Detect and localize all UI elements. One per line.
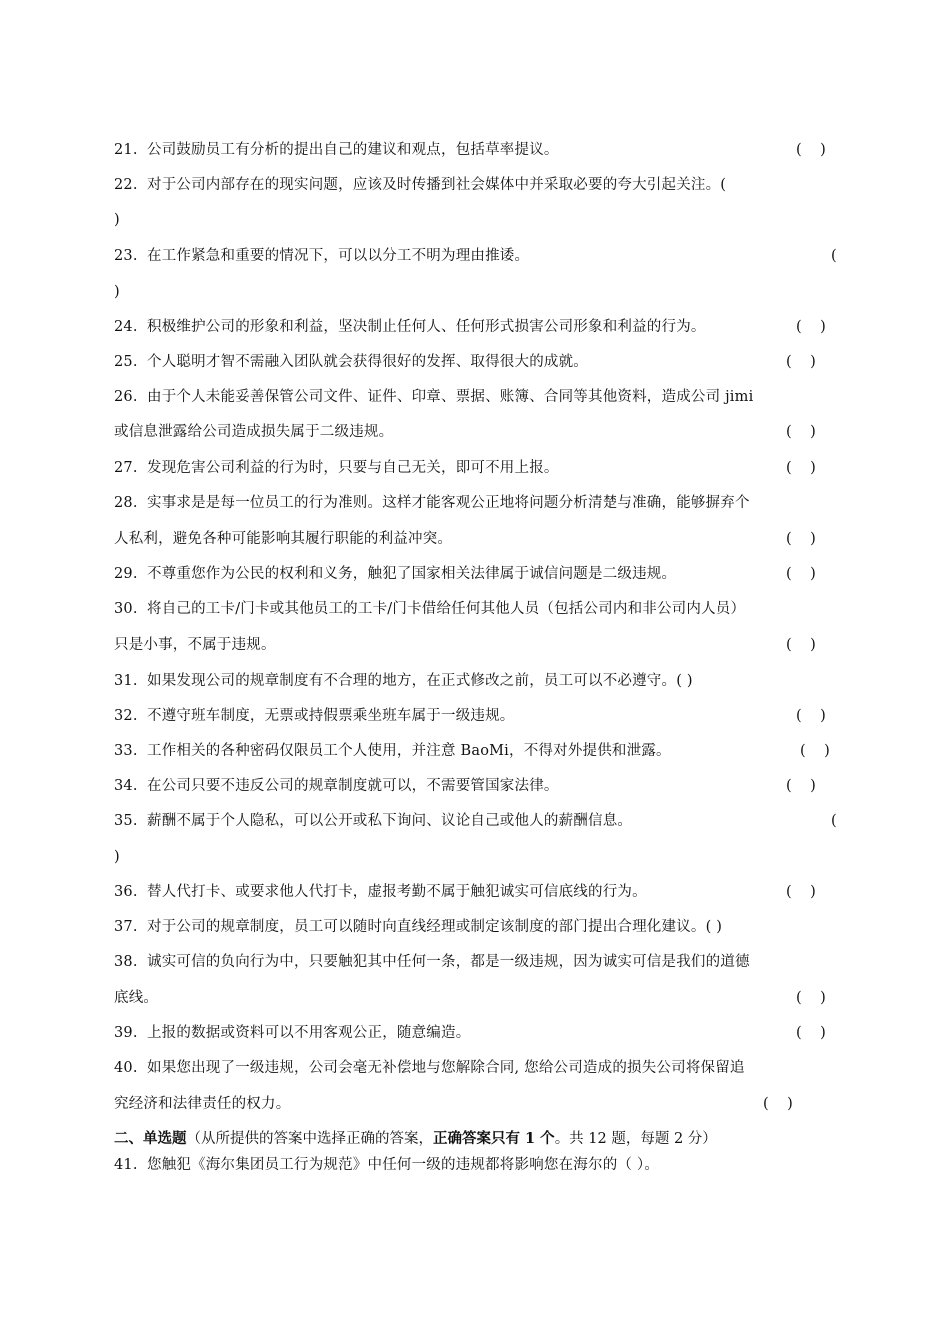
section-desc-1: （从所提供的答案中选择正确的答案， [186,1131,433,1147]
question-text: 上报的数据或资料可以不用客观公正，随意编造。 [147,1025,471,1041]
question-text: 如果您出现了一级违规，公司会毫无补偿地与您解除合同, 您给公司造成的损失公司将保留追 [147,1060,745,1076]
question-number: 21. [114,142,138,158]
answer-blank: ( ) [800,743,830,759]
question-number: 29. [114,566,138,582]
question-text: 不尊重您作为公民的权利和义务，触犯了国家相关法律属于诚信问题是二级违规。 [147,566,677,582]
question-41 [114,1155,838,1175]
question-text: 替人代打卡、或要求他人代打卡，虚报考勤不属于触犯诚实可信底线的行为。 [147,884,647,900]
answer-blank: ( ) [786,424,816,440]
question-text: 将自己的工卡/门卡或其他员工的工卡/门卡借给任何其他人员（包括公司内和非公司内人员） [147,601,746,617]
answer-blank: ( ) [786,531,816,547]
section-heading [114,1129,717,1149]
question-line [114,917,838,937]
question-text: 人私利，避免各种可能影响其履行职能的利益冲突。 [114,531,453,547]
question-number: 25. [114,354,138,370]
question-line [114,317,838,337]
answer-blank: ( ) [796,708,826,724]
question-line [114,1023,838,1043]
question-text: ) [114,849,120,865]
answer-blank: ( ) [786,884,816,900]
answer-blank: ( ) [786,460,816,476]
question-line [114,246,838,266]
question-number: 31. [114,673,138,689]
question-line [114,493,838,513]
section-desc-2: 。共 12 题，每题 2 分） [554,1131,717,1147]
question-continuation-line [114,847,838,867]
answer-blank: ( ) [786,566,816,582]
question-text: 发现危害公司利益的行为时，只要与自己无关，即可不用上报。 [147,460,559,476]
question-line [114,952,838,972]
question-number: 38. [114,954,138,970]
question-line [114,741,838,761]
question-continuation-line [114,282,838,302]
question-continuation-line [114,988,838,1008]
question-text: 实事求是是每一位员工的行为准则。这样才能客观公正地将问题分析清楚与准确，能够摒弃个 [147,495,750,511]
answer-blank: ( ) [763,1096,793,1112]
question-text: ) [114,212,120,228]
question-number: 26. [114,389,138,405]
answer-blank: ( ) [796,990,826,1006]
question-text: 不遵守班车制度，无票或持假票乘坐班车属于一级违规。 [147,708,515,724]
question-line [114,175,838,195]
question-text: 您触犯《海尔集团员工行为规范》中任何一级的违规都将影响您在海尔的（ ）。 [147,1157,660,1173]
question-number: 37. [114,919,138,935]
question-line [114,882,838,902]
question-text: 公司鼓励员工有分析的提出自己的建议和观点，包括草率提议。 [147,142,559,158]
question-continuation-line [114,210,838,230]
section-title: 二、单选题 [114,1130,187,1147]
question-text: 诚实可信的负向行为中，只要触犯其中任何一条，都是一级违规，因为诚实可信是我们的道德 [147,954,750,970]
question-line [114,458,838,478]
question-text: 由于个人未能妥善保管公司文件、证件、印章、票据、账簿、合同等其他资料，造成公司 jimi [147,389,754,405]
question-line [114,140,838,160]
question-line [114,352,838,372]
answer-blank: ( ) [796,1025,826,1041]
question-text: 个人聪明才智不需融入团队就会获得很好的发挥、取得很大的成就。 [147,354,588,370]
question-number: 23. [114,248,138,264]
question-line [114,564,838,584]
question-line [114,776,838,796]
question-text: 如果发现公司的规章制度有不合理的地方，在正式修改之前，员工可以不必遵守。( ) [147,673,693,689]
question-line [114,671,838,691]
answer-blank: ( ) [786,637,816,653]
answer-blank: ( ) [796,319,826,335]
question-number: 24. [114,319,138,335]
question-text: 对于公司内部存在的现实问题，应该及时传播到社会媒体中并采取必要的夸大引起关注。( [147,177,727,193]
question-text: 对于公司的规章制度，员工可以随时向直线经理或制定该制度的部门提出合理化建议。( ) [147,919,723,935]
question-line [114,1058,838,1078]
question-continuation-line [114,635,838,655]
question-text: 工作相关的各种密码仅限员工个人使用，并注意 BaoMi，不得对外提供和泄露。 [147,743,671,759]
question-text: 只是小事，不属于违规。 [114,637,276,653]
answer-blank: ( ) [796,142,826,158]
question-number: 41. [114,1157,138,1173]
question-number: 27. [114,460,138,476]
question-number: 36. [114,884,138,900]
answer-blank: ( [831,248,837,264]
question-continuation-line [114,529,838,549]
question-line [114,387,838,407]
question-text: 底线。 [114,990,159,1006]
question-number: 28. [114,495,138,511]
question-line [114,706,838,726]
section-desc-bold: 正确答案只有 1 个 [433,1130,555,1147]
question-number: 33. [114,743,138,759]
question-line [114,811,838,831]
question-text: ) [114,284,120,300]
question-number: 34. [114,778,138,794]
question-number: 30. [114,601,138,617]
question-text: 在工作紧急和重要的情况下，可以以分工不明为理由推诿。 [147,248,530,264]
question-number: 39. [114,1025,138,1041]
answer-blank: ( [831,813,837,829]
answer-blank: ( ) [786,354,816,370]
question-line [114,599,838,619]
question-text: 究经济和法律责任的权力。 [114,1096,291,1112]
question-continuation-line [114,422,838,442]
question-text: 在公司只要不违反公司的规章制度就可以，不需要管国家法律。 [147,778,559,794]
question-number: 22. [114,177,138,193]
question-number: 40. [114,1060,138,1076]
question-text: 或信息泄露给公司造成损失属于二级违规。 [114,424,394,440]
question-text: 薪酬不属于个人隐私，可以公开或私下询问、议论自己或他人的薪酬信息。 [147,813,633,829]
question-continuation-line [114,1094,838,1114]
question-number: 32. [114,708,138,724]
question-number: 35. [114,813,138,829]
question-text: 积极维护公司的形象和利益，坚决制止任何人、任何形式损害公司形象和利益的行为。 [147,319,706,335]
answer-blank: ( ) [786,778,816,794]
